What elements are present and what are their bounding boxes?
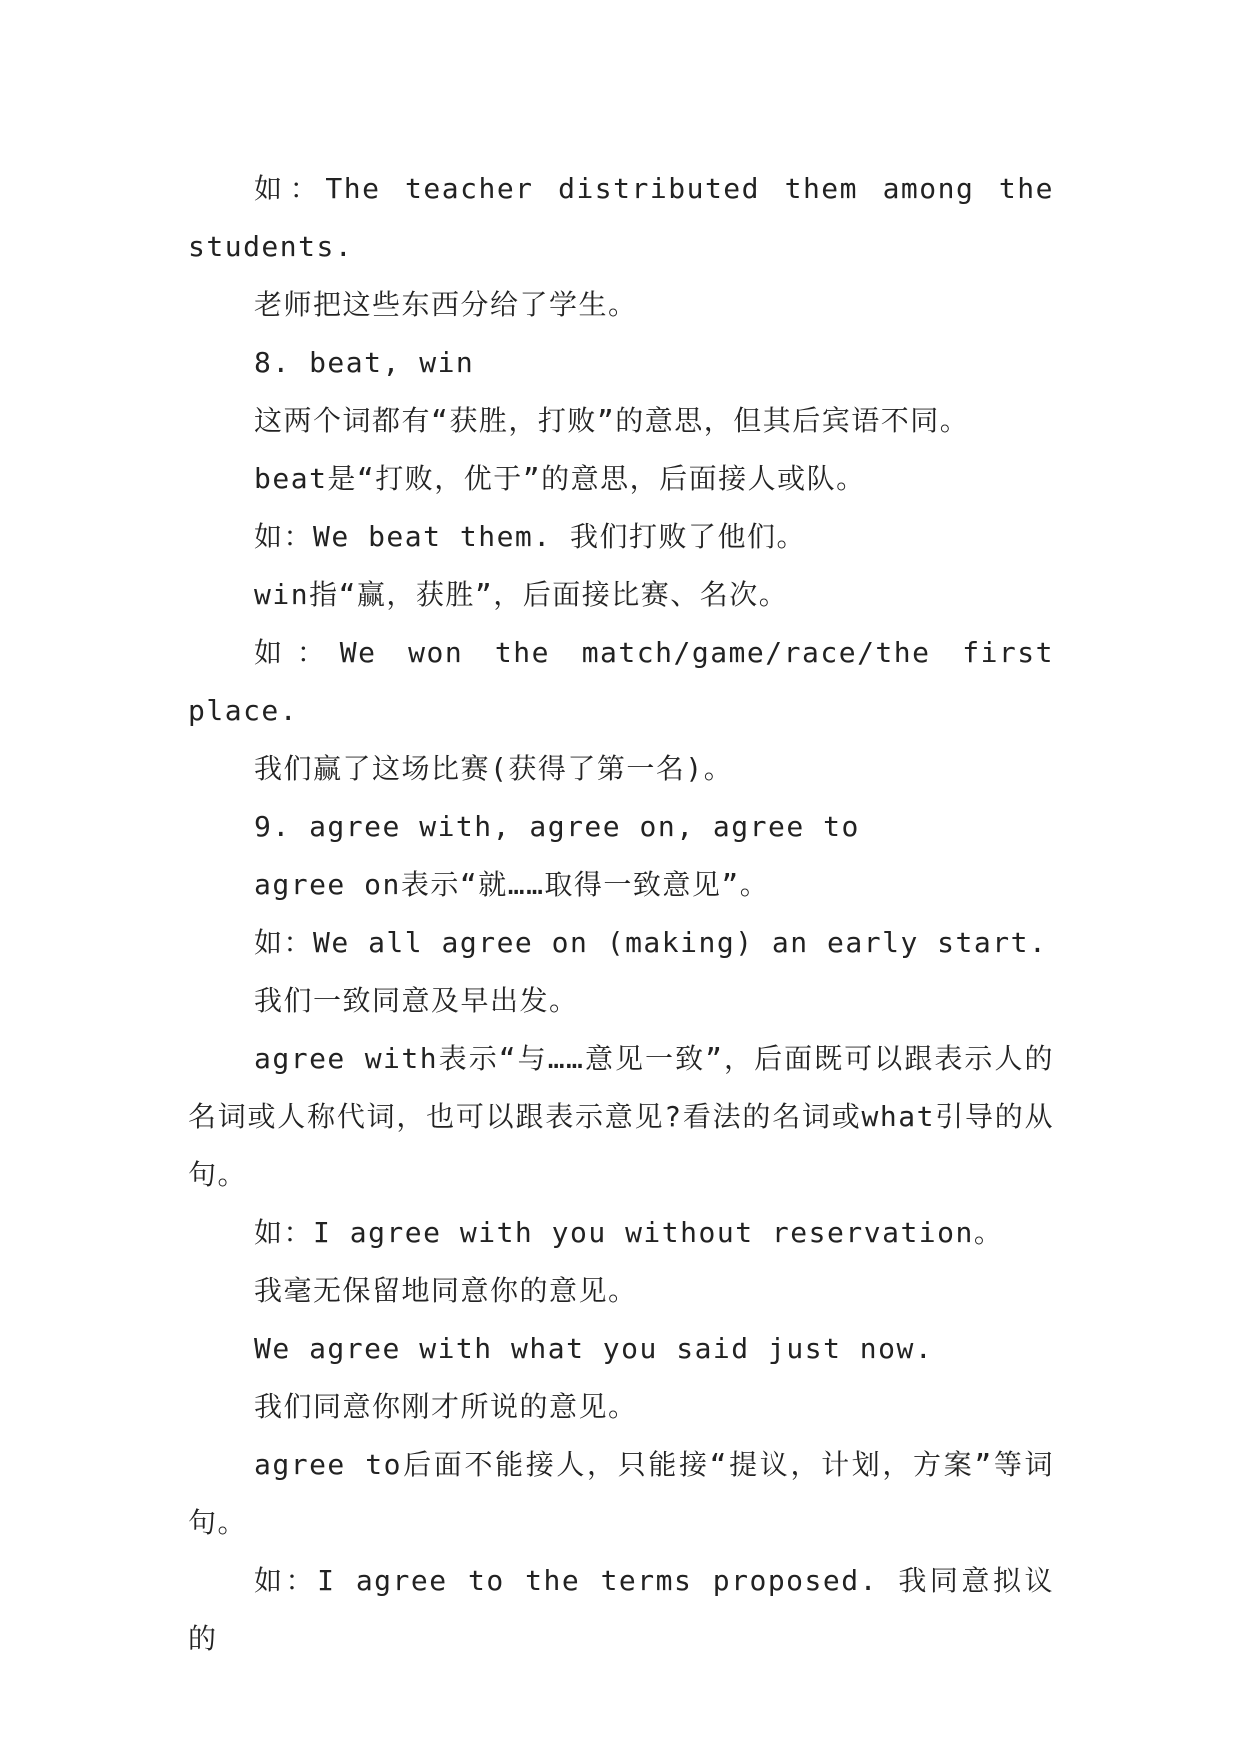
paragraph-translation-distributed: 老师把这些东西分给了学生。 xyxy=(254,288,638,321)
paragraph-agree-with-example-1: 如：I agree with you without reservation。 xyxy=(254,1216,1004,1249)
paragraph-beat-definition: beat是“打败，优于”的意思，后面接人或队。 xyxy=(254,462,866,495)
paragraph-heading-beat-win: 8. beat, win xyxy=(254,346,475,379)
document-body xyxy=(188,160,1054,1668)
paragraph-win-example: 如：We won the match/game/race/the first place. xyxy=(188,636,1054,727)
paragraph-beat-example: 如：We beat them. 我们打败了他们。 xyxy=(254,520,807,553)
paragraph-win-translation: 我们赢了这场比赛(获得了第一名)。 xyxy=(254,752,734,785)
paragraph-agree-with-example-2: We agree with what you said just now. xyxy=(254,1332,934,1365)
paragraph-agree-on-definition: agree on表示“就……取得一致意见”。 xyxy=(254,868,770,901)
paragraph-agree-to-example: 如：I agree to the terms proposed. 我同意拟议的 xyxy=(188,1564,1054,1655)
paragraph-agree-with-translation-2: 我们同意你刚才所说的意见。 xyxy=(254,1390,638,1423)
paragraph-agree-with-translation-1: 我毫无保留地同意你的意见。 xyxy=(254,1274,638,1307)
paragraph-win-definition: win指“赢，获胜”，后面接比赛、名次。 xyxy=(254,578,789,611)
paragraph-agree-to-definition: agree to后面不能接人，只能接“提议，计划，方案”等词句。 xyxy=(188,1448,1054,1539)
paragraph-agree-on-translation: 我们一致同意及早出发。 xyxy=(254,984,579,1017)
paragraph-agree-with-definition: agree with表示“与……意见一致”，后面既可以跟表示人的名词或人称代词，也可以跟表示意见?看法的名词或what引导的从句。 xyxy=(188,1042,1054,1191)
paragraph-agree-on-example: 如：We all agree on (making) an early start. xyxy=(254,926,1048,959)
paragraph-example-distributed: 如：The teacher distributed them among the students. xyxy=(188,172,1054,263)
paragraph-beat-win-intro: 这两个词都有“获胜，打败”的意思，但其后宾语不同。 xyxy=(254,404,970,437)
paragraph-heading-agree: 9. agree with, agree on, agree to xyxy=(254,810,860,843)
